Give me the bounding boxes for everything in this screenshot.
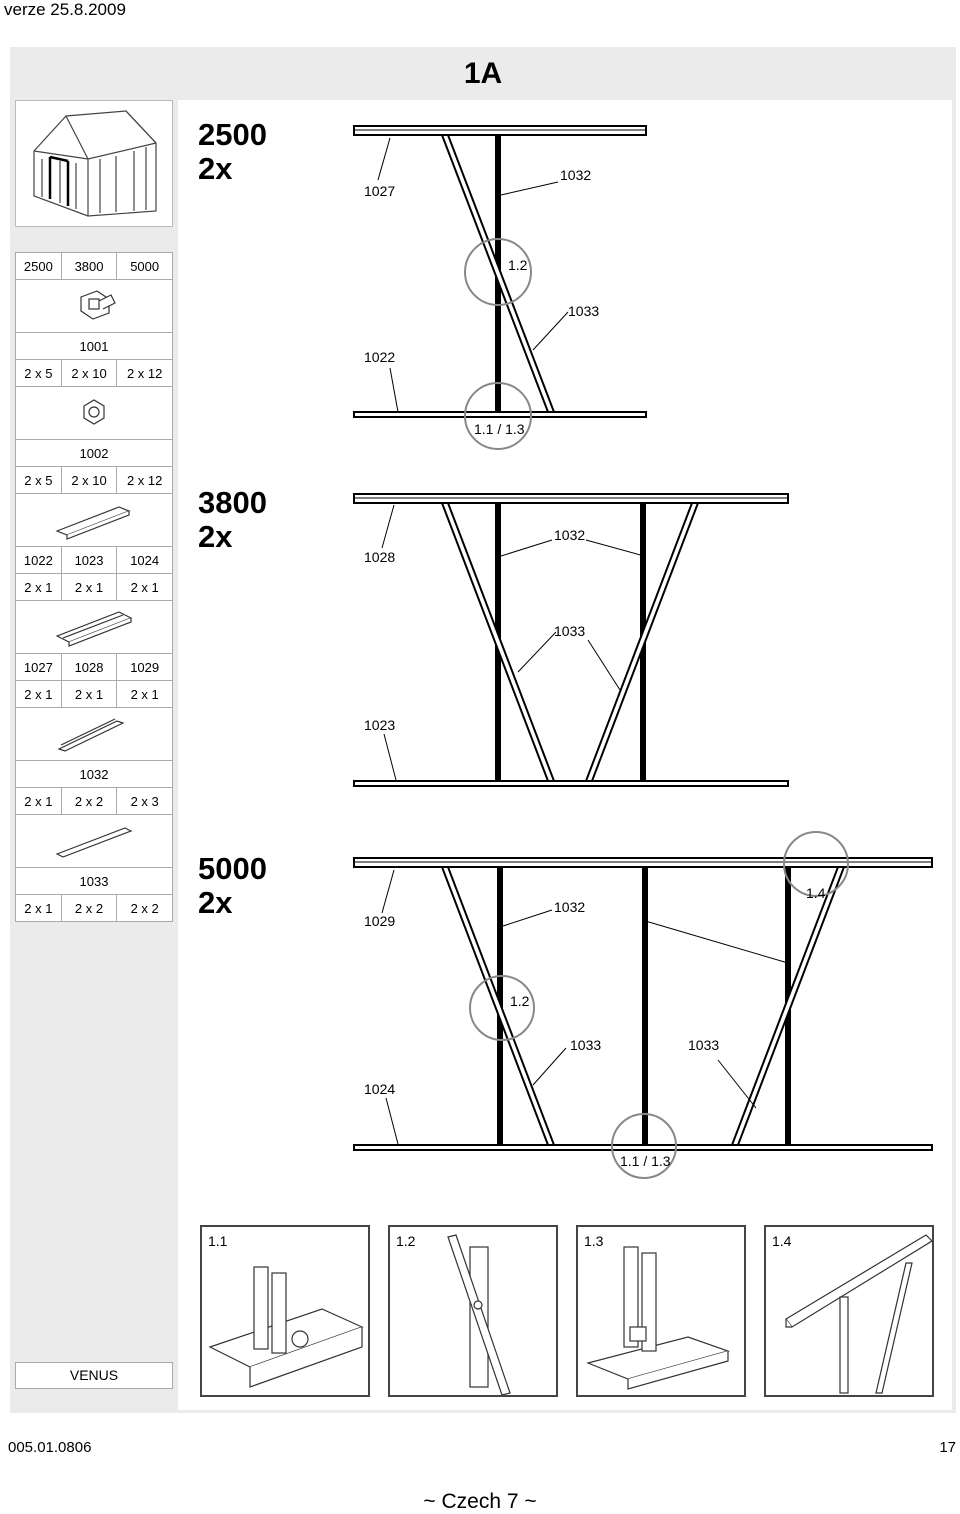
diagram-count: 2x bbox=[198, 885, 233, 920]
part-number-row bbox=[16, 654, 173, 681]
qty-cell: 2 x 10 bbox=[61, 467, 117, 494]
callout-1-1-1-3: 1.1 / 1.3 bbox=[620, 1153, 671, 1169]
part-1033: 1033 bbox=[16, 868, 173, 895]
version-header: verze 25.8.2009 bbox=[4, 0, 126, 19]
part-1027: 1027 bbox=[16, 654, 62, 681]
detail-label: 1.1 bbox=[208, 1233, 228, 1249]
callout-1-2: 1.2 bbox=[508, 257, 528, 273]
diagram-3800-label bbox=[198, 486, 267, 554]
detail-illustration bbox=[202, 1227, 368, 1395]
profile-icon bbox=[49, 497, 139, 541]
detail-1-1 bbox=[200, 1225, 370, 1397]
diagram-5000 bbox=[354, 832, 932, 1178]
diagram-3800 bbox=[354, 494, 788, 786]
diagram-2500 bbox=[354, 126, 646, 449]
qty-cell: 2 x 5 bbox=[16, 467, 62, 494]
nut-icon bbox=[74, 392, 114, 432]
qty-cell: 2 x 3 bbox=[117, 788, 173, 815]
label-1024: 1024 bbox=[364, 1081, 396, 1097]
part-1024: 1024 bbox=[117, 547, 173, 574]
profile-icon bbox=[49, 711, 139, 755]
label-1022: 1022 bbox=[364, 349, 396, 365]
label-1033: 1033 bbox=[568, 303, 600, 319]
detail-label: 1.2 bbox=[396, 1233, 416, 1249]
parts-table bbox=[15, 252, 173, 922]
part-1032: 1032 bbox=[16, 761, 173, 788]
greenhouse-thumbnail bbox=[15, 100, 173, 227]
qty-cell: 2 x 1 bbox=[117, 681, 173, 708]
size-3800: 3800 bbox=[61, 253, 117, 280]
document-code: 005.01.0806 bbox=[8, 1439, 92, 1456]
label-1033: 1033 bbox=[554, 623, 586, 639]
part-number-row bbox=[16, 547, 173, 574]
qty-cell: 2 x 1 bbox=[16, 574, 62, 601]
callout-1-4: 1.4 bbox=[806, 885, 826, 901]
part-1028: 1028 bbox=[61, 654, 117, 681]
profile-icon-cell bbox=[16, 708, 173, 761]
part-1029: 1029 bbox=[117, 654, 173, 681]
diagram-area bbox=[178, 100, 952, 1410]
qty-cell: 2 x 1 bbox=[61, 681, 117, 708]
qty-cell: 2 x 12 bbox=[117, 467, 173, 494]
label-1033: 1033 bbox=[688, 1037, 720, 1053]
detail-1-3 bbox=[576, 1225, 746, 1397]
qty-row bbox=[16, 467, 173, 494]
callout-1-1-1-3: 1.1 / 1.3 bbox=[474, 421, 525, 437]
strip-icon-cell bbox=[16, 815, 173, 868]
page-title: 1A bbox=[463, 57, 503, 90]
model-name: VENUS bbox=[15, 1362, 173, 1389]
diagram-count: 2x bbox=[198, 151, 233, 186]
diagram-5000-label bbox=[198, 852, 267, 920]
qty-cell: 2 x 1 bbox=[117, 574, 173, 601]
qty-cell: 2 x 5 bbox=[16, 360, 62, 387]
qty-row bbox=[16, 788, 173, 815]
qty-cell: 2 x 10 bbox=[61, 360, 117, 387]
size-2500: 2500 bbox=[16, 253, 62, 280]
qty-cell: 2 x 2 bbox=[61, 895, 117, 922]
profile-icon-cell bbox=[16, 601, 173, 654]
qty-cell: 2 x 1 bbox=[61, 574, 117, 601]
qty-row bbox=[16, 895, 173, 922]
label-1032: 1032 bbox=[554, 899, 586, 915]
part-1023: 1023 bbox=[61, 547, 117, 574]
language-page-footer: ~ Czech 7 ~ bbox=[423, 1490, 537, 1513]
size-5000: 5000 bbox=[117, 253, 173, 280]
callout-1-2: 1.2 bbox=[510, 993, 530, 1009]
size-header-row bbox=[16, 253, 173, 280]
page-number: 17 bbox=[939, 1439, 956, 1456]
qty-cell: 2 x 1 bbox=[16, 895, 62, 922]
label-1027: 1027 bbox=[364, 183, 396, 199]
part-1022: 1022 bbox=[16, 547, 62, 574]
qty-row bbox=[16, 574, 173, 601]
greenhouse-icon bbox=[16, 101, 172, 226]
bolt-icon-cell bbox=[16, 280, 173, 333]
detail-label: 1.3 bbox=[584, 1233, 604, 1249]
profile-icon-cell bbox=[16, 494, 173, 547]
strip-icon bbox=[49, 818, 139, 862]
detail-label: 1.4 bbox=[772, 1233, 792, 1249]
qty-cell: 2 x 1 bbox=[16, 681, 62, 708]
diagram-size: 3800 bbox=[198, 485, 267, 520]
diagram-count: 2x bbox=[198, 519, 233, 554]
qty-cell: 2 x 12 bbox=[117, 360, 173, 387]
diagram-size: 5000 bbox=[198, 851, 267, 886]
label-1029: 1029 bbox=[364, 913, 396, 929]
label-1028: 1028 bbox=[364, 549, 396, 565]
label-1032: 1032 bbox=[560, 167, 592, 183]
profile-icon bbox=[49, 604, 139, 648]
label-1033: 1033 bbox=[570, 1037, 602, 1053]
diagram-size: 2500 bbox=[198, 117, 267, 152]
detail-1-2 bbox=[388, 1225, 558, 1397]
detail-illustration bbox=[390, 1227, 556, 1395]
nut-icon-cell bbox=[16, 387, 173, 440]
detail-illustration bbox=[766, 1227, 932, 1395]
qty-cell: 2 x 2 bbox=[117, 895, 173, 922]
part-1001: 1001 bbox=[16, 333, 173, 360]
detail-1-4 bbox=[764, 1225, 934, 1397]
bolt-icon bbox=[69, 283, 119, 327]
label-1032: 1032 bbox=[554, 527, 586, 543]
assembly-diagrams bbox=[178, 100, 952, 1410]
qty-cell: 2 x 2 bbox=[61, 788, 117, 815]
instruction-panel bbox=[10, 47, 956, 1413]
qty-row bbox=[16, 681, 173, 708]
qty-cell: 2 x 1 bbox=[16, 788, 62, 815]
qty-row bbox=[16, 360, 173, 387]
part-1002: 1002 bbox=[16, 440, 173, 467]
label-1023: 1023 bbox=[364, 717, 396, 733]
detail-illustration bbox=[578, 1227, 744, 1395]
